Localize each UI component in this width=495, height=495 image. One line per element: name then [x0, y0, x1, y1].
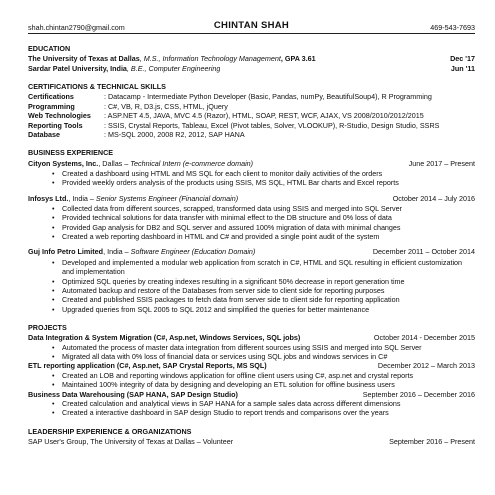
project-bullets: [52, 371, 475, 390]
gpa: , GPA 3.61: [280, 54, 316, 64]
job-location: , India –: [68, 193, 96, 203]
education-item: [28, 64, 475, 73]
job-date: October 2014 – July 2016: [392, 193, 475, 203]
resume-header: [28, 20, 475, 34]
skill-row: [28, 121, 475, 130]
skills-section: [28, 82, 475, 139]
education-date: Jun '11: [450, 63, 475, 73]
education-item: [28, 54, 475, 63]
job-entry: [28, 159, 475, 188]
skill-row: [28, 130, 475, 139]
job-location: , India –: [103, 247, 131, 257]
job-date: June 2017 – Present: [408, 158, 475, 168]
degree: , B.E., Computer Engineering: [126, 63, 221, 73]
project-bullets: [52, 343, 475, 362]
company-name: Guj Info Petro Limited: [28, 247, 104, 257]
job-location: , Dallas –: [98, 158, 131, 168]
project-name: ETL reporting application (C#, Asp.net, SAP Crystal Reports, MS SQL): [28, 361, 267, 371]
company-name: Infosys Ltd.: [28, 193, 69, 203]
list-item: • Migrated all data with 0% loss of financial data or services using SQL jobs and windows services in C#: [52, 352, 475, 361]
job-bullets: [52, 169, 475, 188]
project-date: December 2012 – March 2013: [377, 361, 475, 371]
skill-value: : Datacamp - Intermediate Python Developer (Basic, Pandas, numPy, BeautifulSoup4), R Programming: [104, 92, 432, 102]
school-name: The University of Texas at Dallas: [28, 54, 140, 64]
list-item: • Collected data from different sources, scrapped, transformed data using SSIS and merged into SQL Server: [52, 204, 475, 213]
skill-key: Database: [28, 129, 60, 139]
list-item: • Provided Gap analysis for DB2 and SQL server and assured 100% migration of data with minimal changes: [52, 223, 475, 232]
company-name: Cityon Systems, Inc.: [28, 158, 99, 168]
job-header: [28, 247, 475, 256]
list-item: • Created an LOB and reporting windows application for offline client users using C#, asp.net and crystal reports: [52, 371, 475, 380]
section-title-experience: BUSINESS EXPERIENCE: [28, 148, 114, 158]
skill-key: Reporting Tools: [28, 120, 83, 130]
job-entry: [28, 194, 475, 242]
leadership-section: [28, 427, 475, 447]
skill-row: [28, 111, 475, 120]
list-item: • Automated the process of master data integration from different sources using SSIS and merged into SQL Server: [52, 343, 475, 352]
job-bullets: [52, 258, 475, 314]
project-header: [28, 361, 475, 370]
skill-value: : ASP.NET 4.5, JAVA, MVC 4.5 (Razor), HTML, SOAP, REST, WCF, AJAX, VS 2008/2010/2012/2015: [104, 111, 424, 121]
job-role: Technical Intern (e-commerce domain): [130, 158, 254, 168]
list-item: • Created a dashboard using HTML and MS SQL for each client to monitor daily activities of the orders: [52, 169, 475, 178]
skill-key: Programming: [28, 101, 75, 111]
list-item: • Created calculation and analytical views in SAP HANA for a sample sales data across different dimensions: [52, 399, 475, 408]
project-date: September 2016 – December 2016: [362, 389, 475, 399]
section-title-leadership: LEADERSHIP EXPERIENCE & ORGANIZATIONS: [28, 426, 192, 436]
list-item: • Created and published SSIS packages to fetch data from server side to client side for reporting application: [52, 295, 475, 304]
job-entry: [28, 247, 475, 314]
list-item: • Created a web reporting dashboard in HTML and C# and provided a single point audit of the system: [52, 232, 475, 241]
leadership-item: [28, 437, 475, 446]
education-date: Dec '17: [450, 54, 475, 64]
project-bullets: [52, 399, 475, 418]
skill-key: Certifications: [28, 92, 74, 102]
experience-section: [28, 148, 475, 314]
list-item: • Automated backup and restore of the Databases from server side to client side for reporting purposes: [52, 286, 475, 295]
job-header: [28, 194, 475, 203]
list-item: • Maintained 100% integrity of data by designing and developing an ETL solution for offline business users: [52, 380, 475, 389]
skill-value: : MS-SQL 2000, 2008 R2, 2012, SAP HANA: [104, 129, 245, 139]
email-address[interactable]: shah.chintan2790@gmail.com: [28, 23, 125, 32]
leadership-date: September 2016 – Present: [389, 436, 475, 446]
project-date: October 2014 - December 2015: [373, 333, 475, 343]
projects-section: [28, 323, 475, 418]
list-item: • Developed and implemented a modular web application from scratch in C#, HTML and SQL resulting in efficient customization and implementation: [52, 258, 475, 277]
project-name: Business Data Warehousing (SAP HANA, SAP Design Studio): [28, 389, 238, 399]
school-name: Sardar Patel University, India: [28, 63, 127, 73]
project-header: [28, 333, 475, 342]
section-title-skills: CERTIFICATIONS & TECHNICAL SKILLS: [28, 82, 166, 92]
list-item: • Created a interactive dashboard in SAP design Studio to report trends and comparisons over the years: [52, 408, 475, 417]
section-title-projects: PROJECTS: [28, 322, 67, 332]
job-header: [28, 159, 475, 168]
skill-key: Web Technologies: [28, 111, 91, 121]
phone-number: 469-543-7693: [430, 23, 475, 32]
skill-row: [28, 102, 475, 111]
degree: , M.S., Information Technology Management: [139, 54, 281, 64]
education-section: [28, 44, 475, 73]
project-name: Data Integration & System Migration (C#, Asp.net, Windows Services, SQL jobs): [28, 333, 301, 343]
skill-value: : SSIS, Crystal Reports, Tableau, Excel (Pivot tables, Solver, VLOOKUP), R-Studio, Design Studio, SSRS: [104, 120, 440, 130]
job-bullets: [52, 204, 475, 241]
job-role: Software Engineer (Education Domain): [130, 247, 256, 257]
leadership-text: SAP User's Group, The University of Texas at Dallas – Volunteer: [28, 436, 234, 446]
section-title-education: EDUCATION: [28, 44, 71, 53]
project-header: [28, 390, 475, 399]
list-item: • Upgraded queries from SQL 2005 to SQL 2012 and simplified the queries for better maintenance: [52, 305, 475, 314]
job-date: December 2011 – October 2014: [372, 247, 475, 257]
list-item: • Optimized SQL queries by creating indexes resulting in a significant 50% decrease in report generation time: [52, 277, 475, 286]
list-item: • Provided weekly orders analysis of the products using SSIS, MS SQL, HTML Bar charts and Excel reports: [52, 178, 475, 187]
job-role: Senior Systems Engineer (Financial domain): [95, 193, 239, 203]
skill-value: : C#, VB, R, D3.js, CSS, HTML, jQuery: [104, 101, 228, 111]
skill-row: [28, 92, 475, 101]
candidate-name: CHINTAN SHAH: [213, 20, 290, 31]
list-item: • Provided technical solutions for data transfer with minimal effect to the DB structure and 0% loss of data: [52, 213, 475, 222]
